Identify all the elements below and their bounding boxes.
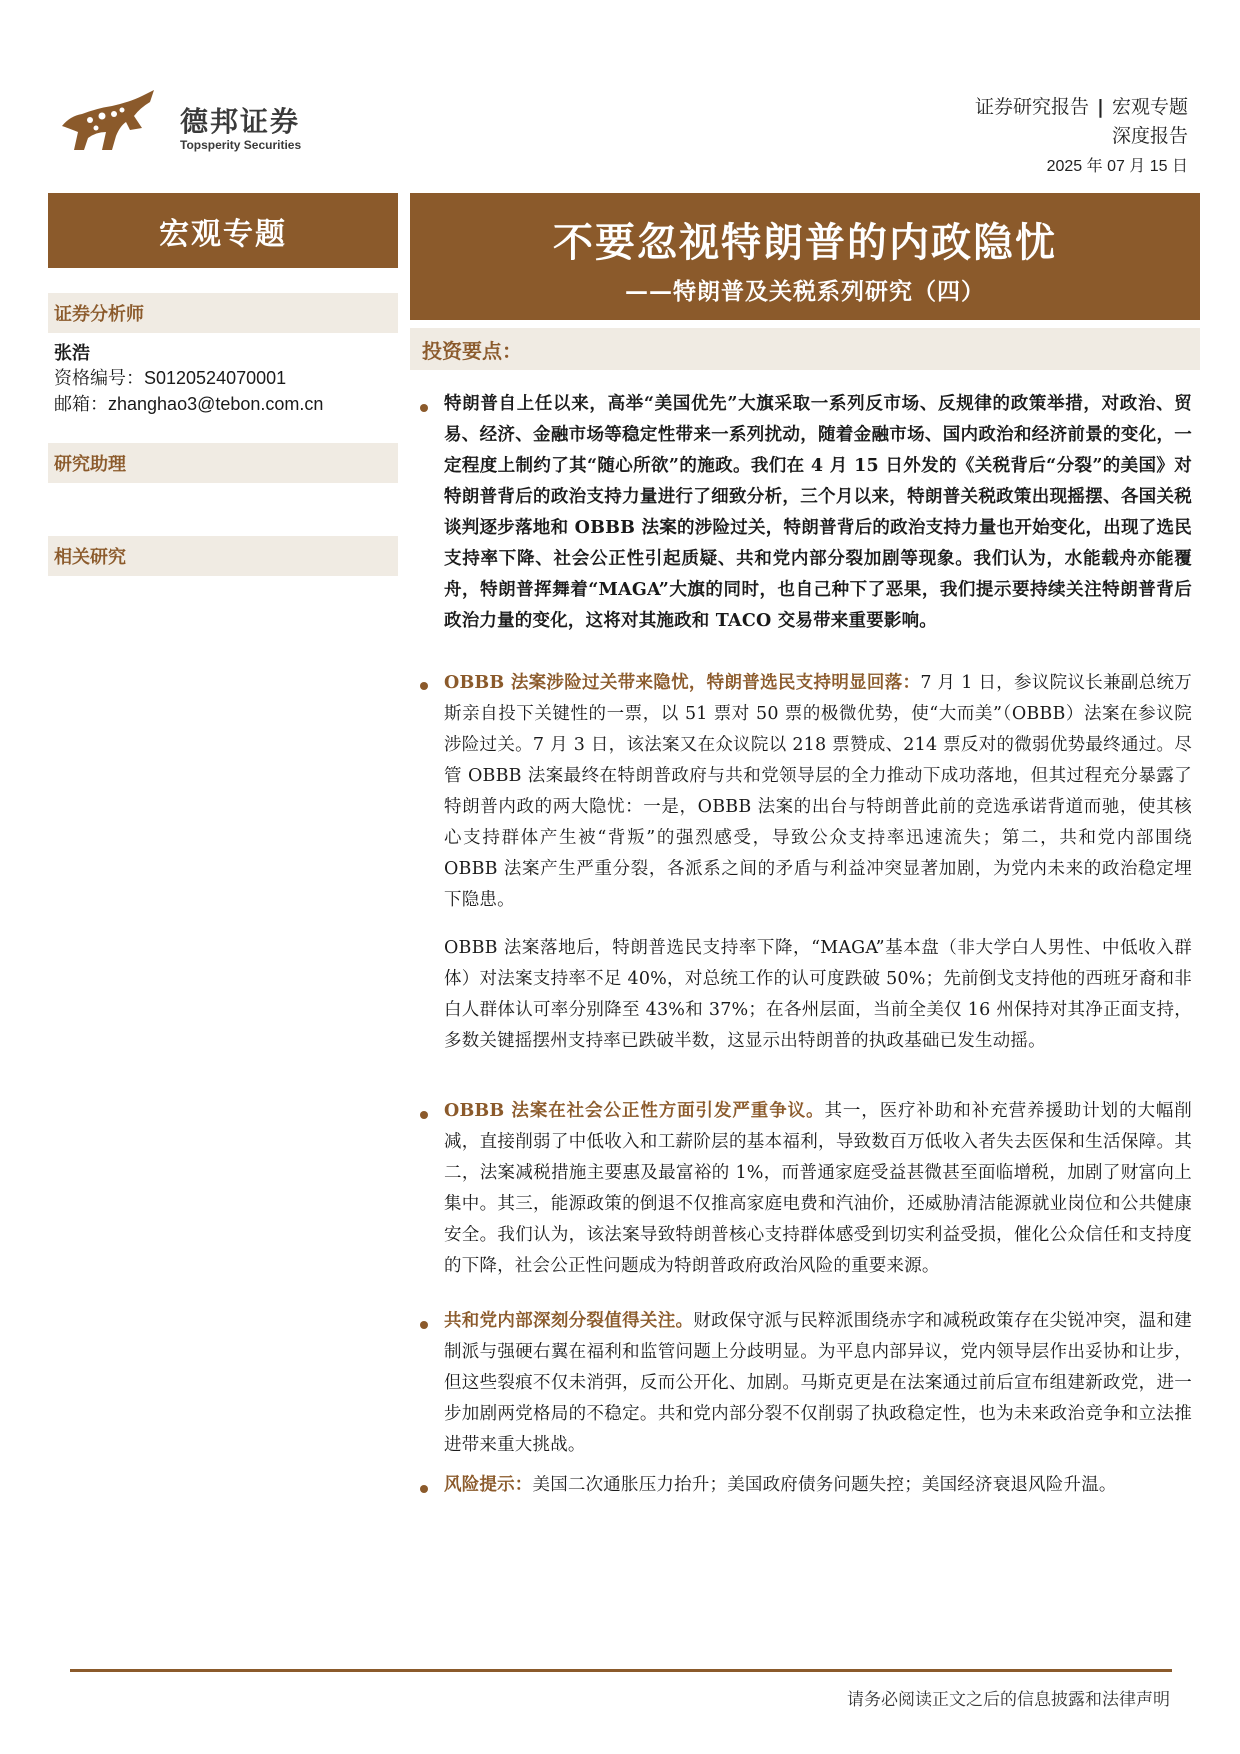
email-label: 邮箱： bbox=[54, 394, 108, 415]
paragraph-lead: 共和党内部深刻分裂值得关注。 bbox=[444, 1311, 694, 1331]
analyst-email bbox=[54, 390, 323, 416]
paragraph-body: 美国二次通胀压力抬升；美国政府债务问题失控；美国经济衰退风险升温。 bbox=[532, 1475, 1117, 1495]
bullet-icon bbox=[420, 1321, 428, 1329]
summary-paragraph: 特朗普自上任以来，高举“美国优先”大旗采取一系列反市场、反规律的政策举措，对政治、贸易、经济、金融市场等稳定性带来一系列扰动，随着金融市场、国内政治和经济前景的变化，一定程度上制约了其“随心所欲”的施政。我们在 4 月 15 日外发的《关税背后“分裂”的美国》对特朗普背后的政治支持力量进行了细致分析，三个月以来，特朗普关税政策出现摇摆、各国关税谈判逐步落地和 OBBB 法案的涉险过关，特朗普背后的政治支持力量也开始变化，出现了选民支持率下降、社会公正性引起质疑、共和党内部分裂加剧等现象。我们认为，水能载舟亦能覆舟，特朗普挥舞着“MAGA”大旗的同时，也自己种下了恶果，我们提示要持续关注特朗普背后政治力量的变化，这将对其施政和 TACO 交易带来重要影响。 bbox=[444, 394, 1192, 631]
voter-support-paragraph: OBBB 法案落地后，特朗普选民支持率下降，“MAGA”基本盘（非大学白人男性、中低收入群体）对法案支持率不足 40%，对总统工作的认可度跌破 50%；先前倒戈支持他的西班牙裔和非白人群体认可率分别降至 43%和 37%；在各州层面，当前全美仅 16 州保持对其净正面支持，多数关键摇摆州支持率已跌破半数，这显示出特朗普的执政基础已发生动摇。 bbox=[444, 938, 1192, 1051]
company-logo-icon bbox=[60, 86, 156, 154]
analyst-name: 张浩 bbox=[54, 343, 90, 364]
risk-warning-paragraph bbox=[444, 1470, 1192, 1501]
paragraph-body: 其一，医疗补助和补充营养援助计划的大幅削减，直接削弱了中低收入和工薪阶层的基本福利，导致数百万低收入者失去医保和生活保障。其二，法案减税措施主要惠及最富裕的 1%，而普通家庭受益甚微甚至面临增税，加剧了财富向上集中。其三，能源政策的倒退不仅推高家庭电费和汽油价，还威胁清洁能源就业岗位和公共健康安全。我们认为，该法案导致特朗普核心支持群体感受到切实利益受损，催化公众信任和支持度的下降，社会公正性问题成为特朗普政府政治风险的重要来源。 bbox=[444, 1101, 1193, 1276]
category-banner: 宏观专题 bbox=[48, 193, 398, 268]
bullet-icon bbox=[420, 682, 428, 690]
bullet-icon bbox=[420, 404, 428, 412]
paragraph-body: 7 月 1 日，参议院议长兼副总统万斯亲自投下关键性的一票，以 51 票对 50 票的极微优势，使“大而美”（OBBB）法案在参议院涉险过关。7 月 3 日，该法案又在众议院以 218 票赞成、214 票反对的微弱优势最终通过。尽管 OBBB 法案最终在特朗普政府与共和党领导层的全力推动下成功落地，但其过程充分暴露了特朗普内政的两大隐忧：一是，OBBB 法案的出台与特朗普此前的竞选承诺背道而驰，使其核心支持群体产生被“背叛”的强烈感受，导致公众支持率迅速流失；第二，共和党内部围绕 OBBB 法案产生严重分裂，各派系之间的矛盾与利益冲突显著加剧，为党内未来的政治稳定埋下隐患。 bbox=[444, 673, 1193, 910]
title-banner bbox=[410, 193, 1200, 320]
brand-name-en: Topsperity Securities bbox=[180, 138, 302, 152]
paragraph-lead: OBBB 法案涉险过关带来隐忧，特朗普选民支持明显回落： bbox=[444, 673, 921, 693]
report-depth: 深度报告 bbox=[1111, 125, 1188, 147]
analyst-heading: 证券分析师 bbox=[48, 293, 398, 333]
related-research-heading: 相关研究 bbox=[48, 536, 398, 576]
page-subtitle: ——特朗普及关税系列研究（四） bbox=[625, 278, 985, 305]
obbb-risk-paragraph bbox=[444, 668, 1192, 916]
analyst-cert bbox=[54, 364, 286, 390]
report-type: 证券研究报告 bbox=[975, 96, 1090, 118]
page-title: 不要忽视特朗普的内政隐忧 bbox=[553, 219, 1057, 266]
bullet-icon bbox=[420, 1485, 428, 1493]
party-split-paragraph bbox=[444, 1306, 1192, 1461]
brand-name-cn: 德邦证券 bbox=[180, 105, 301, 138]
report-date: 2025 年 07 月 15 日 bbox=[1046, 158, 1188, 175]
separator: | bbox=[1097, 96, 1104, 118]
keypoints-heading: 投资要点： bbox=[410, 328, 1200, 370]
bullet-icon bbox=[420, 1111, 428, 1119]
paragraph-lead: OBBB 法案在社会公正性方面引发严重争议。 bbox=[444, 1101, 825, 1121]
assistant-heading: 研究助理 bbox=[48, 443, 398, 483]
paragraph-lead: 风险提示： bbox=[444, 1475, 533, 1495]
footer-disclaimer: 请务必阅读正文之后的信息披露和法律声明 bbox=[847, 1690, 1170, 1710]
cert-label: 资格编号： bbox=[54, 368, 144, 389]
report-category: 宏观专题 bbox=[1111, 96, 1188, 118]
paragraph-body: 财政保守派与民粹派围绕赤字和减税政策存在尖锐冲突，温和建制派与强硬右翼在福利和监管问题上分歧明显。为平息内部异议，党内领导层作出妥协和让步，但这些裂痕不仅未消弭，反而公开化、加剧。马斯克更是在法案通过前后宣布组建新政党，进一步加剧两党格局的不稳定。共和党内部分裂不仅削弱了执政稳定性，也为未来政治竞争和立法推进带来重大挑战。 bbox=[444, 1311, 1192, 1455]
social-justice-paragraph bbox=[444, 1096, 1192, 1282]
cert-value: S0120524070001 bbox=[144, 368, 287, 388]
email-link[interactable]: zhanghao3@tebon.com.cn bbox=[108, 394, 324, 414]
footer-divider bbox=[70, 1669, 1172, 1672]
report-type-line bbox=[975, 92, 1188, 119]
